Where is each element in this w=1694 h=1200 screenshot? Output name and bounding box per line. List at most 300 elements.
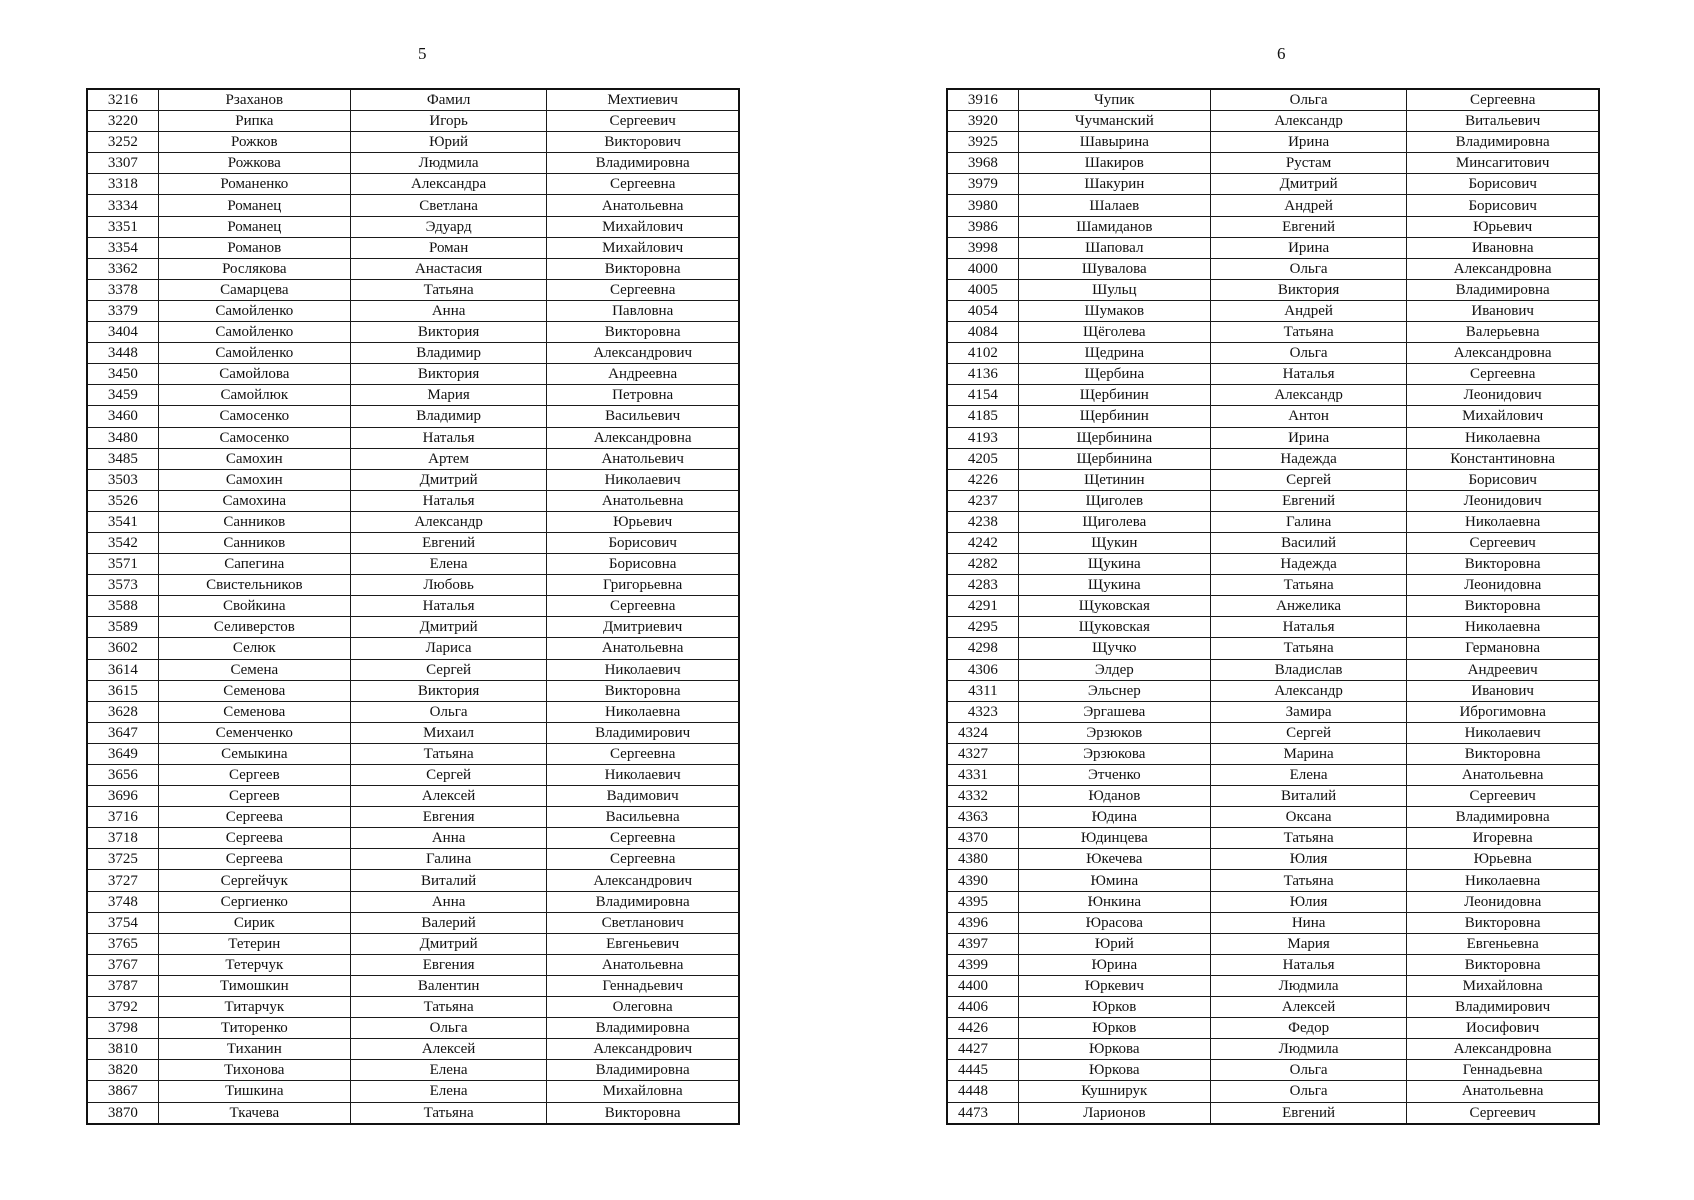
record-number-cell: 3920 [947,111,1018,132]
surname-cell: Юркова [1018,1039,1210,1060]
table-row [947,1018,1599,1039]
record-number-cell: 3925 [947,132,1018,153]
record-number-cell: 3748 [87,891,158,912]
surname-cell: Селюк [158,638,350,659]
table-row [87,1060,739,1081]
first-name-cell: Эдуард [350,216,546,237]
table-row [947,511,1599,532]
surname-cell: Шалаев [1018,195,1210,216]
first-name-cell: Наталья [1210,617,1406,638]
patronymic-cell: Николаевич [547,469,739,490]
table-row [947,933,1599,954]
surname-cell: Сирик [158,912,350,933]
first-name-cell: Наталья [350,427,546,448]
table-row [947,216,1599,237]
patronymic-cell: Геннадьевич [547,975,739,996]
table-row [87,427,739,448]
surname-cell: Юданов [1018,786,1210,807]
table-row [947,701,1599,722]
record-number-cell: 3968 [947,153,1018,174]
table-row [947,912,1599,933]
surname-cell: Самарцева [158,279,350,300]
surname-cell: Рипка [158,111,350,132]
surname-cell: Самосенко [158,427,350,448]
patronymic-cell: Андреевна [547,364,739,385]
surname-cell: Санников [158,532,350,553]
patronymic-cell: Сергеевич [1407,786,1599,807]
patronymic-cell: Александровна [1407,258,1599,279]
first-name-cell: Татьяна [1210,638,1406,659]
record-number-cell: 3485 [87,448,158,469]
patronymic-cell: Владимировна [1407,279,1599,300]
first-name-cell: Игорь [350,111,546,132]
record-number-cell: 3716 [87,807,158,828]
patronymic-cell: Владимировна [547,891,739,912]
first-name-cell: Татьяна [1210,322,1406,343]
patronymic-cell: Анатольевич [547,448,739,469]
table-row [947,828,1599,849]
patronymic-cell: Юрьевна [1407,849,1599,870]
patronymic-cell: Викторовна [547,322,739,343]
first-name-cell: Александр [1210,680,1406,701]
patronymic-cell: Иброгимовна [1407,701,1599,722]
record-number-cell: 4311 [947,680,1018,701]
patronymic-cell: Дмитриевич [547,617,739,638]
record-number-cell: 4380 [947,849,1018,870]
record-number-cell: 3979 [947,174,1018,195]
surname-cell: Тимошкин [158,975,350,996]
record-number-cell: 3765 [87,933,158,954]
table-row [87,89,739,111]
surname-cell: Щербинина [1018,427,1210,448]
table-row [87,258,739,279]
table-row [87,849,739,870]
table-row [947,765,1599,786]
patronymic-cell: Сергеевна [1407,89,1599,111]
table-row [947,427,1599,448]
patronymic-cell: Викторовна [1407,554,1599,575]
patronymic-cell: Васильевич [547,406,739,427]
record-number-cell: 4298 [947,638,1018,659]
first-name-cell: Владимир [350,406,546,427]
record-number-cell: 4448 [947,1081,1018,1102]
record-number-cell: 3727 [87,870,158,891]
surname-cell: Шаповал [1018,237,1210,258]
first-name-cell: Евгений [1210,1102,1406,1124]
surname-cell: Семенова [158,701,350,722]
first-name-cell: Сергей [350,659,546,680]
record-number-cell: 4332 [947,786,1018,807]
first-name-cell: Александр [1210,111,1406,132]
patronymic-cell: Валерьевна [1407,322,1599,343]
surname-cell: Самойлюк [158,385,350,406]
surname-cell: Рослякова [158,258,350,279]
surname-cell: Щербина [1018,364,1210,385]
surname-cell: Семенченко [158,722,350,743]
patronymic-cell: Михайловна [1407,975,1599,996]
surname-cell: Щиголев [1018,490,1210,511]
table-row [87,680,739,701]
page-number: 5 [418,44,427,63]
patronymic-cell: Анатольевна [547,195,739,216]
patronymic-cell: Борисович [1407,195,1599,216]
record-number-cell: 3216 [87,89,158,111]
first-name-cell: Ольга [350,1018,546,1039]
first-name-cell: Елена [350,1081,546,1102]
record-number-cell: 3615 [87,680,158,701]
record-number-cell: 4238 [947,511,1018,532]
surname-cell: Сергиенко [158,891,350,912]
first-name-cell: Анна [350,828,546,849]
record-number-cell: 3480 [87,427,158,448]
record-number-cell: 3820 [87,1060,158,1081]
surname-cell: Самохина [158,490,350,511]
table-row [87,659,739,680]
surname-cell: Титоренко [158,1018,350,1039]
first-name-cell: Алексей [350,786,546,807]
registry-body-left [87,89,739,1124]
table-row [947,997,1599,1018]
surname-cell: Щёголева [1018,322,1210,343]
surname-cell: Шамиданов [1018,216,1210,237]
surname-cell: Рожков [158,132,350,153]
table-row [947,596,1599,617]
table-row [947,680,1599,701]
first-name-cell: Галина [1210,511,1406,532]
record-number-cell: 3354 [87,237,158,258]
first-name-cell: Андрей [1210,300,1406,321]
record-number-cell: 3602 [87,638,158,659]
first-name-cell: Анна [350,300,546,321]
surname-cell: Щербинина [1018,448,1210,469]
table-row [947,406,1599,427]
first-name-cell: Владислав [1210,659,1406,680]
surname-cell: Юрина [1018,954,1210,975]
surname-cell: Самосенко [158,406,350,427]
first-name-cell: Михаил [350,722,546,743]
table-row [947,490,1599,511]
patronymic-cell: Михайловна [547,1081,739,1102]
first-name-cell: Наталья [1210,954,1406,975]
record-number-cell: 4445 [947,1060,1018,1081]
table-row [947,132,1599,153]
first-name-cell: Евгения [350,807,546,828]
record-number-cell: 4324 [947,722,1018,743]
page-number: 6 [1277,44,1286,63]
surname-cell: Юркевич [1018,975,1210,996]
patronymic-cell: Сергеевна [547,174,739,195]
patronymic-cell: Анатольевна [1407,765,1599,786]
surname-cell: Эргашева [1018,701,1210,722]
record-number-cell: 3503 [87,469,158,490]
first-name-cell: Евгений [1210,216,1406,237]
table-row [947,364,1599,385]
table-row [947,343,1599,364]
surname-cell: Семена [158,659,350,680]
first-name-cell: Татьяна [350,1102,546,1124]
patronymic-cell: Ивановна [1407,237,1599,258]
table-row [87,975,739,996]
table-row [87,1018,739,1039]
patronymic-cell: Леонидович [1407,490,1599,511]
record-number-cell: 4473 [947,1102,1018,1124]
surname-cell: Санников [158,511,350,532]
patronymic-cell: Павловна [547,300,739,321]
table-row [947,195,1599,216]
record-number-cell: 3351 [87,216,158,237]
table-row [87,406,739,427]
surname-cell: Сергеева [158,807,350,828]
table-row [947,258,1599,279]
record-number-cell: 3767 [87,954,158,975]
surname-cell: Тетерин [158,933,350,954]
record-number-cell: 4400 [947,975,1018,996]
table-row [87,469,739,490]
first-name-cell: Евгений [350,532,546,553]
record-number-cell: 4226 [947,469,1018,490]
first-name-cell: Антон [1210,406,1406,427]
first-name-cell: Юлия [1210,849,1406,870]
first-name-cell: Людмила [1210,1039,1406,1060]
record-number-cell: 3725 [87,849,158,870]
table-row [947,532,1599,553]
record-number-cell: 3362 [87,258,158,279]
table-row [947,807,1599,828]
table-row [87,385,739,406]
table-row [87,743,739,764]
first-name-cell: Ольга [1210,343,1406,364]
patronymic-cell: Петровна [547,385,739,406]
patronymic-cell: Иванович [1407,300,1599,321]
surname-cell: Сергеев [158,765,350,786]
table-row [947,322,1599,343]
surname-cell: Титарчук [158,997,350,1018]
surname-cell: Элдер [1018,659,1210,680]
first-name-cell: Ольга [1210,258,1406,279]
patronymic-cell: Геннадьевна [1407,1060,1599,1081]
first-name-cell: Дмитрий [350,469,546,490]
patronymic-cell: Викторовна [547,258,739,279]
record-number-cell: 4136 [947,364,1018,385]
first-name-cell: Фамил [350,89,546,111]
surname-cell: Ларионов [1018,1102,1210,1124]
surname-cell: Самойленко [158,300,350,321]
surname-cell: Чучманский [1018,111,1210,132]
first-name-cell: Татьяна [350,743,546,764]
first-name-cell: Ольга [350,701,546,722]
record-number-cell: 3998 [947,237,1018,258]
record-number-cell: 3656 [87,765,158,786]
patronymic-cell: Евгеньевна [1407,933,1599,954]
table-row [87,237,739,258]
patronymic-cell: Сергеевна [1407,364,1599,385]
patronymic-cell: Вадимович [547,786,739,807]
record-number-cell: 3448 [87,343,158,364]
first-name-cell: Сергей [1210,469,1406,490]
table-row [947,554,1599,575]
record-number-cell: 3334 [87,195,158,216]
surname-cell: Самойленко [158,343,350,364]
record-number-cell: 4154 [947,385,1018,406]
patronymic-cell: Викторовна [1407,912,1599,933]
surname-cell: Щиголева [1018,511,1210,532]
first-name-cell: Анна [350,891,546,912]
patronymic-cell: Борисович [547,532,739,553]
registry-table-left [86,88,740,1125]
record-number-cell: 4291 [947,596,1018,617]
first-name-cell: Нина [1210,912,1406,933]
record-number-cell: 4084 [947,322,1018,343]
table-row [87,807,739,828]
table-row [947,111,1599,132]
table-row [947,469,1599,490]
record-number-cell: 4363 [947,807,1018,828]
surname-cell: Семыкина [158,743,350,764]
patronymic-cell: Викторович [547,132,739,153]
patronymic-cell: Викторовна [547,680,739,701]
patronymic-cell: Борисовна [547,554,739,575]
record-number-cell: 3378 [87,279,158,300]
record-number-cell: 3526 [87,490,158,511]
surname-cell: Щуковская [1018,617,1210,638]
first-name-cell: Валентин [350,975,546,996]
record-number-cell: 4426 [947,1018,1018,1039]
first-name-cell: Татьяна [1210,828,1406,849]
first-name-cell: Мария [350,385,546,406]
patronymic-cell: Григорьевна [547,575,739,596]
table-row [87,279,739,300]
patronymic-cell: Николаевна [1407,870,1599,891]
record-number-cell: 3252 [87,132,158,153]
surname-cell: Тишкина [158,1081,350,1102]
record-number-cell: 4237 [947,490,1018,511]
surname-cell: Самохин [158,448,350,469]
surname-cell: Юрков [1018,1018,1210,1039]
surname-cell: Этченко [1018,765,1210,786]
surname-cell: Ткачева [158,1102,350,1124]
first-name-cell: Дмитрий [350,617,546,638]
first-name-cell: Людмила [350,153,546,174]
patronymic-cell: Владимировна [1407,807,1599,828]
patronymic-cell: Борисович [1407,174,1599,195]
patronymic-cell: Иосифович [1407,1018,1599,1039]
first-name-cell: Светлана [350,195,546,216]
patronymic-cell: Минсагитович [1407,153,1599,174]
record-number-cell: 3798 [87,1018,158,1039]
record-number-cell: 3787 [87,975,158,996]
record-number-cell: 3792 [87,997,158,1018]
table-row [87,300,739,321]
surname-cell: Щукин [1018,532,1210,553]
surname-cell: Рожкова [158,153,350,174]
table-row [87,765,739,786]
surname-cell: Эрзюкова [1018,743,1210,764]
table-row [947,870,1599,891]
table-row [87,511,739,532]
first-name-cell: Ирина [1210,132,1406,153]
surname-cell: Юрков [1018,997,1210,1018]
surname-cell: Романенко [158,174,350,195]
record-number-cell: 3220 [87,111,158,132]
patronymic-cell: Михайлович [1407,406,1599,427]
patronymic-cell: Константиновна [1407,448,1599,469]
record-number-cell: 3571 [87,554,158,575]
table-row [87,722,739,743]
table-row [947,1102,1599,1124]
surname-cell: Юркова [1018,1060,1210,1081]
first-name-cell: Анжелика [1210,596,1406,617]
patronymic-cell: Анатольевна [547,490,739,511]
patronymic-cell: Сергеевна [547,596,739,617]
surname-cell: Тихонова [158,1060,350,1081]
record-number-cell: 3718 [87,828,158,849]
first-name-cell: Елена [1210,765,1406,786]
patronymic-cell: Михайлович [547,216,739,237]
record-number-cell: 4185 [947,406,1018,427]
patronymic-cell: Леонидович [1407,385,1599,406]
patronymic-cell: Владимировна [1407,132,1599,153]
table-row [947,1081,1599,1102]
patronymic-cell: Александровна [547,427,739,448]
table-row [947,174,1599,195]
table-row [87,786,739,807]
patronymic-cell: Владимировна [547,153,739,174]
surname-cell: Рзаханов [158,89,350,111]
surname-cell: Юрий [1018,933,1210,954]
table-row [87,343,739,364]
first-name-cell: Татьяна [1210,575,1406,596]
table-row [947,385,1599,406]
record-number-cell: 4370 [947,828,1018,849]
table-row [87,364,739,385]
record-number-cell: 4005 [947,279,1018,300]
table-row [87,195,739,216]
record-number-cell: 3588 [87,596,158,617]
record-number-cell: 4323 [947,701,1018,722]
patronymic-cell: Евгеньевич [547,933,739,954]
first-name-cell: Дмитрий [1210,174,1406,195]
patronymic-cell: Юрьевич [1407,216,1599,237]
surname-cell: Романец [158,216,350,237]
table-row [947,89,1599,111]
table-row [87,111,739,132]
table-row [87,638,739,659]
first-name-cell: Елена [350,554,546,575]
patronymic-cell: Александрович [547,343,739,364]
record-number-cell: 3696 [87,786,158,807]
record-number-cell: 3460 [87,406,158,427]
record-number-cell: 3867 [87,1081,158,1102]
record-number-cell: 3573 [87,575,158,596]
record-number-cell: 4102 [947,343,1018,364]
first-name-cell: Андрей [1210,195,1406,216]
record-number-cell: 3870 [87,1102,158,1124]
table-row [87,997,739,1018]
record-number-cell: 4397 [947,933,1018,954]
record-number-cell: 3916 [947,89,1018,111]
patronymic-cell: Николаевич [1407,722,1599,743]
first-name-cell: Татьяна [350,279,546,300]
patronymic-cell: Светланович [547,912,739,933]
surname-cell: Юдина [1018,807,1210,828]
first-name-cell: Мария [1210,933,1406,954]
surname-cell: Самойленко [158,322,350,343]
first-name-cell: Наталья [350,490,546,511]
surname-cell: Романец [158,195,350,216]
record-number-cell: 3986 [947,216,1018,237]
patronymic-cell: Васильевна [547,807,739,828]
first-name-cell: Людмила [1210,975,1406,996]
